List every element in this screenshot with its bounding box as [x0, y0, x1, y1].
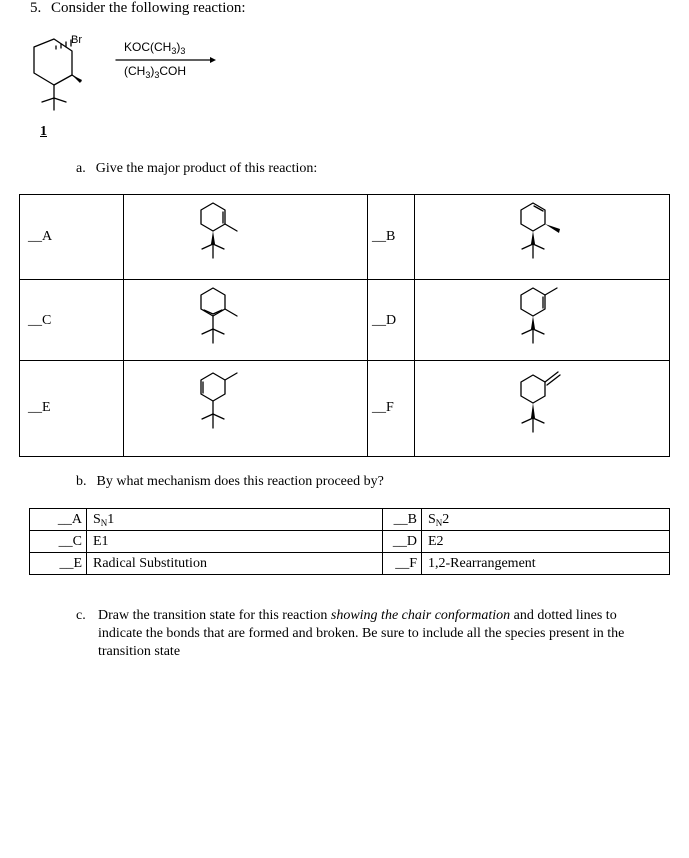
structure-a	[190, 198, 260, 273]
mech-option-d-letter[interactable]: __D	[383, 531, 422, 553]
option-b-label-cell[interactable]: __B	[368, 195, 415, 280]
bromo-substituent: Br	[71, 34, 82, 46]
mechanism-row	[30, 531, 670, 553]
option-a-label-cell[interactable]: __A	[20, 195, 124, 280]
structure-c	[190, 283, 260, 358]
reagent-label: $KOC(CH_3)_3$	[124, 40, 186, 56]
mechanism-row	[30, 509, 670, 531]
option-c-label-cell[interactable]: __C	[20, 280, 124, 361]
mech-option-d-text: E2	[422, 531, 670, 553]
solvent-label: $(CH_3)_3COH$	[124, 64, 187, 80]
mech-option-a-letter[interactable]: __A	[30, 509, 87, 531]
part-b-prompt: b. By what mechanism does this reaction proceed by?	[76, 474, 384, 489]
starting-material-structure	[20, 30, 100, 120]
mech-option-c-letter[interactable]: __C	[30, 531, 87, 553]
mech-option-f-text: 1,2-Rearrangement	[422, 553, 670, 575]
option-d-label-cell[interactable]: __D	[368, 280, 415, 361]
mechanism-row	[30, 553, 670, 575]
question-header	[30, 0, 246, 17]
structure-d	[510, 283, 580, 358]
structure-f	[510, 368, 580, 448]
mech-option-b-text: $S_N2$	[422, 509, 670, 531]
part-c-prompt: c. Draw the transition state for this reaction showing the chair conformation and dotted lines to indicate the bonds that are formed and broken. Be sure to include all the species present in the transition state	[76, 608, 625, 659]
mech-option-e-text: Radical Substitution	[87, 553, 383, 575]
mech-option-e-letter[interactable]: __E	[30, 553, 87, 575]
option-f-label-cell[interactable]: __F	[368, 361, 415, 457]
question-number: 5.	[30, 0, 42, 16]
structure-e	[190, 368, 260, 443]
mech-option-f-letter[interactable]: __F	[383, 553, 422, 575]
part-a-prompt: a. Give the major product of this reaction:	[76, 161, 318, 176]
mech-option-c-text: E1	[87, 531, 383, 553]
structure-b	[510, 198, 580, 273]
mech-option-a-text: $S_N1$	[87, 509, 383, 531]
compound-label: 1	[40, 124, 47, 139]
question-prompt: Consider the following reaction:	[51, 0, 246, 16]
mechanism-options-table	[29, 508, 670, 575]
option-e-label-cell[interactable]: __E	[20, 361, 124, 457]
mech-option-b-letter[interactable]: __B	[383, 509, 422, 531]
